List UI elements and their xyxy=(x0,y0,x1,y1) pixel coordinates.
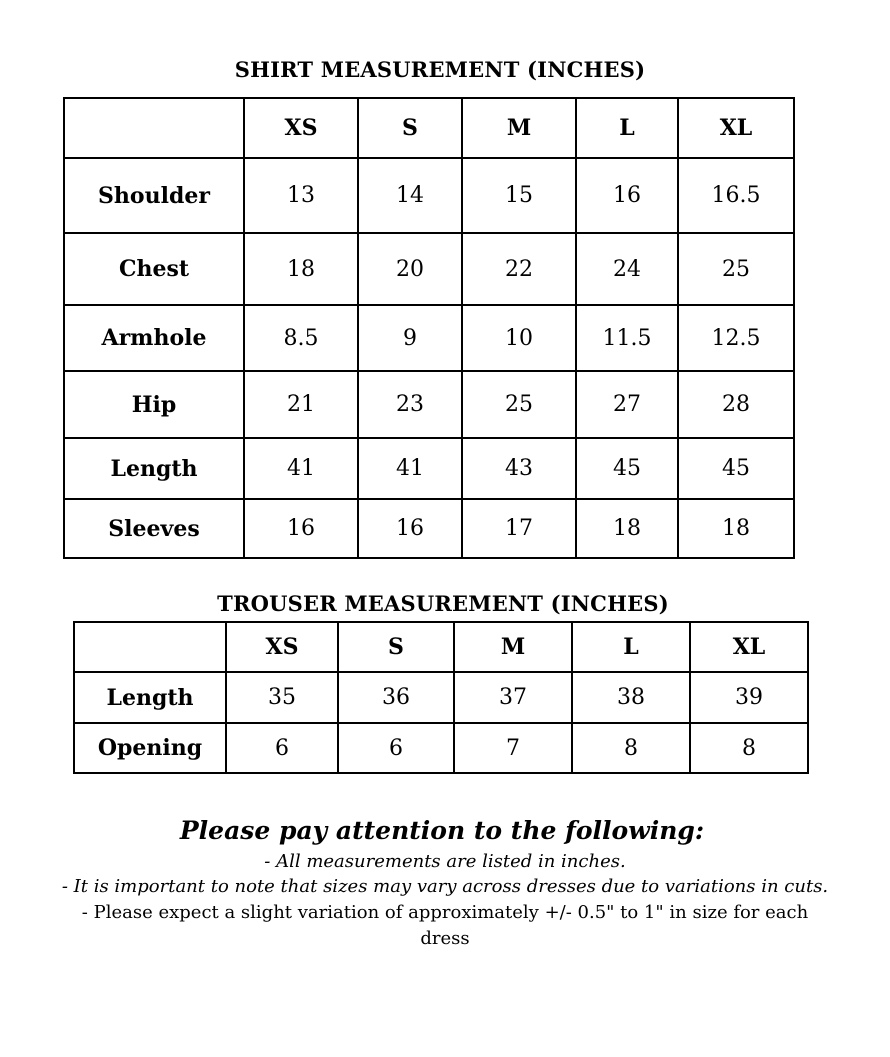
table-row xyxy=(64,499,794,558)
trouser-table-title: TROUSER MEASUREMENT (INCHES) xyxy=(217,591,669,616)
trouser-corner-cell xyxy=(74,622,226,672)
row-label: Sleeves xyxy=(64,499,244,558)
table-cell: 28 xyxy=(678,371,794,438)
trouser-size-header: M xyxy=(454,622,572,672)
table-row xyxy=(74,672,808,723)
table-cell: 38 xyxy=(572,672,690,723)
trouser-size-header: XS xyxy=(226,622,338,672)
table-cell: 16.5 xyxy=(678,158,794,233)
table-row xyxy=(64,233,794,305)
table-cell: 16 xyxy=(244,499,358,558)
table-cell: 35 xyxy=(226,672,338,723)
note-line: - All measurements are listed in inches. xyxy=(264,851,626,872)
table-cell: 7 xyxy=(454,723,572,773)
table-cell: 6 xyxy=(226,723,338,773)
table-cell: 17 xyxy=(462,499,576,558)
table-cell: 16 xyxy=(576,158,678,233)
table-cell: 18 xyxy=(576,499,678,558)
table-cell: 39 xyxy=(690,672,808,723)
table-row xyxy=(64,438,794,499)
table-cell: 16 xyxy=(358,499,462,558)
shirt-table-title: SHIRT MEASUREMENT (INCHES) xyxy=(234,57,646,82)
row-label: Length xyxy=(74,672,226,723)
row-label: Opening xyxy=(74,723,226,773)
table-cell: 41 xyxy=(358,438,462,499)
table-cell: 41 xyxy=(244,438,358,499)
table-cell: 10 xyxy=(462,305,576,371)
table-cell: 14 xyxy=(358,158,462,233)
note-line: - Please expect a slight variation of approximately +/- 0.5" to 1" in size for each dress xyxy=(81,902,809,949)
table-cell: 20 xyxy=(358,233,462,305)
row-label: Length xyxy=(64,438,244,499)
shirt-measurement-table xyxy=(63,97,795,559)
table-cell: 24 xyxy=(576,233,678,305)
table-cell: 45 xyxy=(678,438,794,499)
table-cell: 12.5 xyxy=(678,305,794,371)
table-cell: 8 xyxy=(690,723,808,773)
shirt-size-header: XS xyxy=(244,98,358,158)
row-label: Hip xyxy=(64,371,244,438)
table-cell: 37 xyxy=(454,672,572,723)
table-cell: 8 xyxy=(572,723,690,773)
trouser-size-header: XL xyxy=(690,622,808,672)
row-label: Chest xyxy=(64,233,244,305)
table-cell: 22 xyxy=(462,233,576,305)
table-cell: 18 xyxy=(244,233,358,305)
table-cell: 21 xyxy=(244,371,358,438)
table-cell: 11.5 xyxy=(576,305,678,371)
trouser-measurement-table xyxy=(73,621,809,774)
shirt-size-header: L xyxy=(576,98,678,158)
trouser-size-header: L xyxy=(572,622,690,672)
table-cell: 9 xyxy=(358,305,462,371)
row-label: Shoulder xyxy=(64,158,244,233)
shirt-size-header: XL xyxy=(678,98,794,158)
table-cell: 18 xyxy=(678,499,794,558)
table-row xyxy=(64,158,794,233)
table-cell: 25 xyxy=(462,371,576,438)
table-row xyxy=(64,371,794,438)
shirt-corner-cell xyxy=(64,98,244,158)
table-row xyxy=(64,305,794,371)
trouser-header-row xyxy=(74,622,808,672)
table-cell: 6 xyxy=(338,723,454,773)
table-cell: 36 xyxy=(338,672,454,723)
table-cell: 43 xyxy=(462,438,576,499)
shirt-size-header: S xyxy=(358,98,462,158)
trouser-size-header: S xyxy=(338,622,454,672)
notes-heading: Please pay attention to the following: xyxy=(179,816,705,845)
table-cell: 27 xyxy=(576,371,678,438)
table-cell: 8.5 xyxy=(244,305,358,371)
table-cell: 15 xyxy=(462,158,576,233)
table-cell: 23 xyxy=(358,371,462,438)
shirt-size-header: M xyxy=(462,98,576,158)
note-line: - It is important to note that sizes may vary across dresses due to variations in cuts. xyxy=(61,876,829,897)
row-label: Armhole xyxy=(64,305,244,371)
table-cell: 13 xyxy=(244,158,358,233)
table-cell: 45 xyxy=(576,438,678,499)
table-cell: 25 xyxy=(678,233,794,305)
shirt-header-row xyxy=(64,98,794,158)
table-row xyxy=(74,723,808,773)
